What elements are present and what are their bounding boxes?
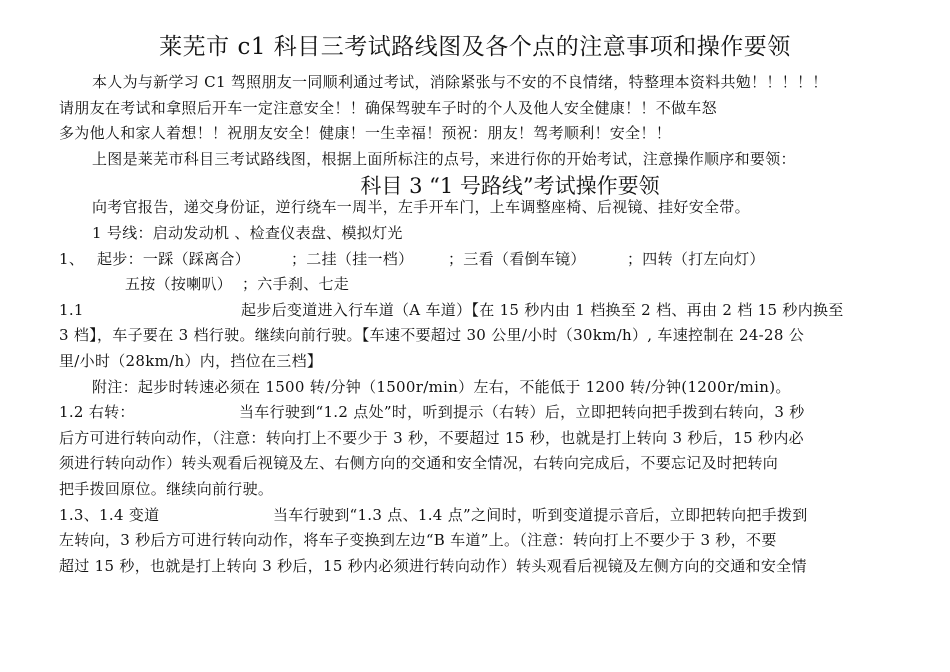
section-1-2-text-1: 当车行驶到“1.2 点处”时，听到提示（右转）后，立即把转向把手拨到右转向，3 秒 [239, 403, 805, 422]
step-6: ；六手刹、七走 [242, 275, 350, 294]
rpm-note: 附注：起步时转速必须在 1500 转/分钟（1500r/min）左右，不能低于 1200 转/分钟(1200r/min)。 [92, 377, 791, 396]
section-subtitle: 科目 3 “1 号路线”考试操作要领 [360, 174, 660, 198]
report-paragraph: 向考官报告，递交身份证，逆行绕车一周半，左手开车门，上车调整座椅、后视镜、挂好安全带。 [92, 198, 750, 217]
step-1: 起步：一踩（踩离合） [97, 249, 251, 268]
document-title: 莱芜市 c1 科目三考试路线图及各个点的注意事项和操作要领 [159, 34, 791, 60]
section-1-2-line-2: 后方可进行转向动作，（注意：转向打上不要少于 3 秒，不要超过 15 秒，也就是打上转向 3 秒后，15 秒内必 [59, 428, 804, 447]
intro-line-2: 请朋友在考试和拿照后开车一定注意安全！！确保驾驶车子时的个人及他人安全健康！！不做车怒 [59, 98, 717, 117]
document-body [59, 70, 914, 579]
intro-line-3: 多为他人和家人着想！！祝朋友安全！健康！一生幸福！预祝：朋友！驾考顺利！安全！！ [59, 124, 672, 143]
section-1-1-line-1 [59, 298, 914, 324]
steps-line-1 [59, 247, 914, 273]
route-1-line: 1 号线：启动发动机 、检查仪表盘、模拟灯光 [92, 223, 403, 242]
section-1-3-line-2: 左转向，3 秒后方可进行转向动作，将车子变换到左边“B 车道”上。（注意：转向打上不要少于 3 秒，不要 [59, 531, 777, 550]
map-note: 上图是莱芜市科目三考试路线图，根据上面所标注的点号，来进行你的开始考试，注意操作顺序和要领： [92, 149, 796, 168]
section-1-1-text-1: 起步后变道进入行车道（A 车道）【在 15 秒内由 1 档换至 2 档、再由 2 档 15 秒内换至 [241, 300, 844, 319]
section-1-3-line-3: 超过 15 秒，也就是打上转向 3 秒后，15 秒内必须进行转向动作）转头观看后视镜及左侧方向的交通和安全情 [59, 556, 807, 575]
section-1-3-number: 1.3、1.4 变道 [59, 505, 160, 524]
step-3: ；三看（看倒车镜） [448, 249, 586, 268]
steps-line-2 [59, 272, 914, 298]
steps-number: 1、 [59, 249, 85, 268]
subtitle-spacer [59, 172, 914, 195]
section-1-1-line-3: 里/小时（28km/h）内，挡位在三档】 [59, 351, 323, 370]
step-5: 五按（按喇叭） [125, 275, 233, 294]
section-1-1-line-2: 3 档】，车子要在 3 档行驶。继续向前行驶。【车速不要超过 30 公里/小时（30km/h）, 车速控制在 24-28 公 [59, 326, 805, 345]
section-1-2-line-3: 须进行转向动作）转头观看后视镜及左、右侧方向的交通和安全情况，右转向完成后，不要忘记及时把转向 [59, 454, 779, 473]
step-4: ；四转（打左向灯） [627, 249, 765, 268]
section-1-1-number: 1.1 [59, 300, 84, 319]
section-1-3-line-1 [59, 503, 914, 529]
section-1-2-line-1 [59, 400, 914, 426]
step-2: ；二挂（挂一档） [291, 249, 414, 268]
section-1-2-line-4: 把手拨回原位。继续向前行驶。 [59, 479, 274, 498]
section-1-3-text-1: 当车行驶到“1.3 点、1.4 点”之间时，听到变道提示音后，立即把转向把手拨到 [273, 505, 808, 524]
intro-line-1: 本人为与新学习 C1 驾照朋友一同顺利通过考试，消除紧张与不安的不良情绪，特整理本资料共勉！！！！！ [92, 73, 828, 91]
section-1-2-number: 1.2 右转： [59, 403, 135, 422]
